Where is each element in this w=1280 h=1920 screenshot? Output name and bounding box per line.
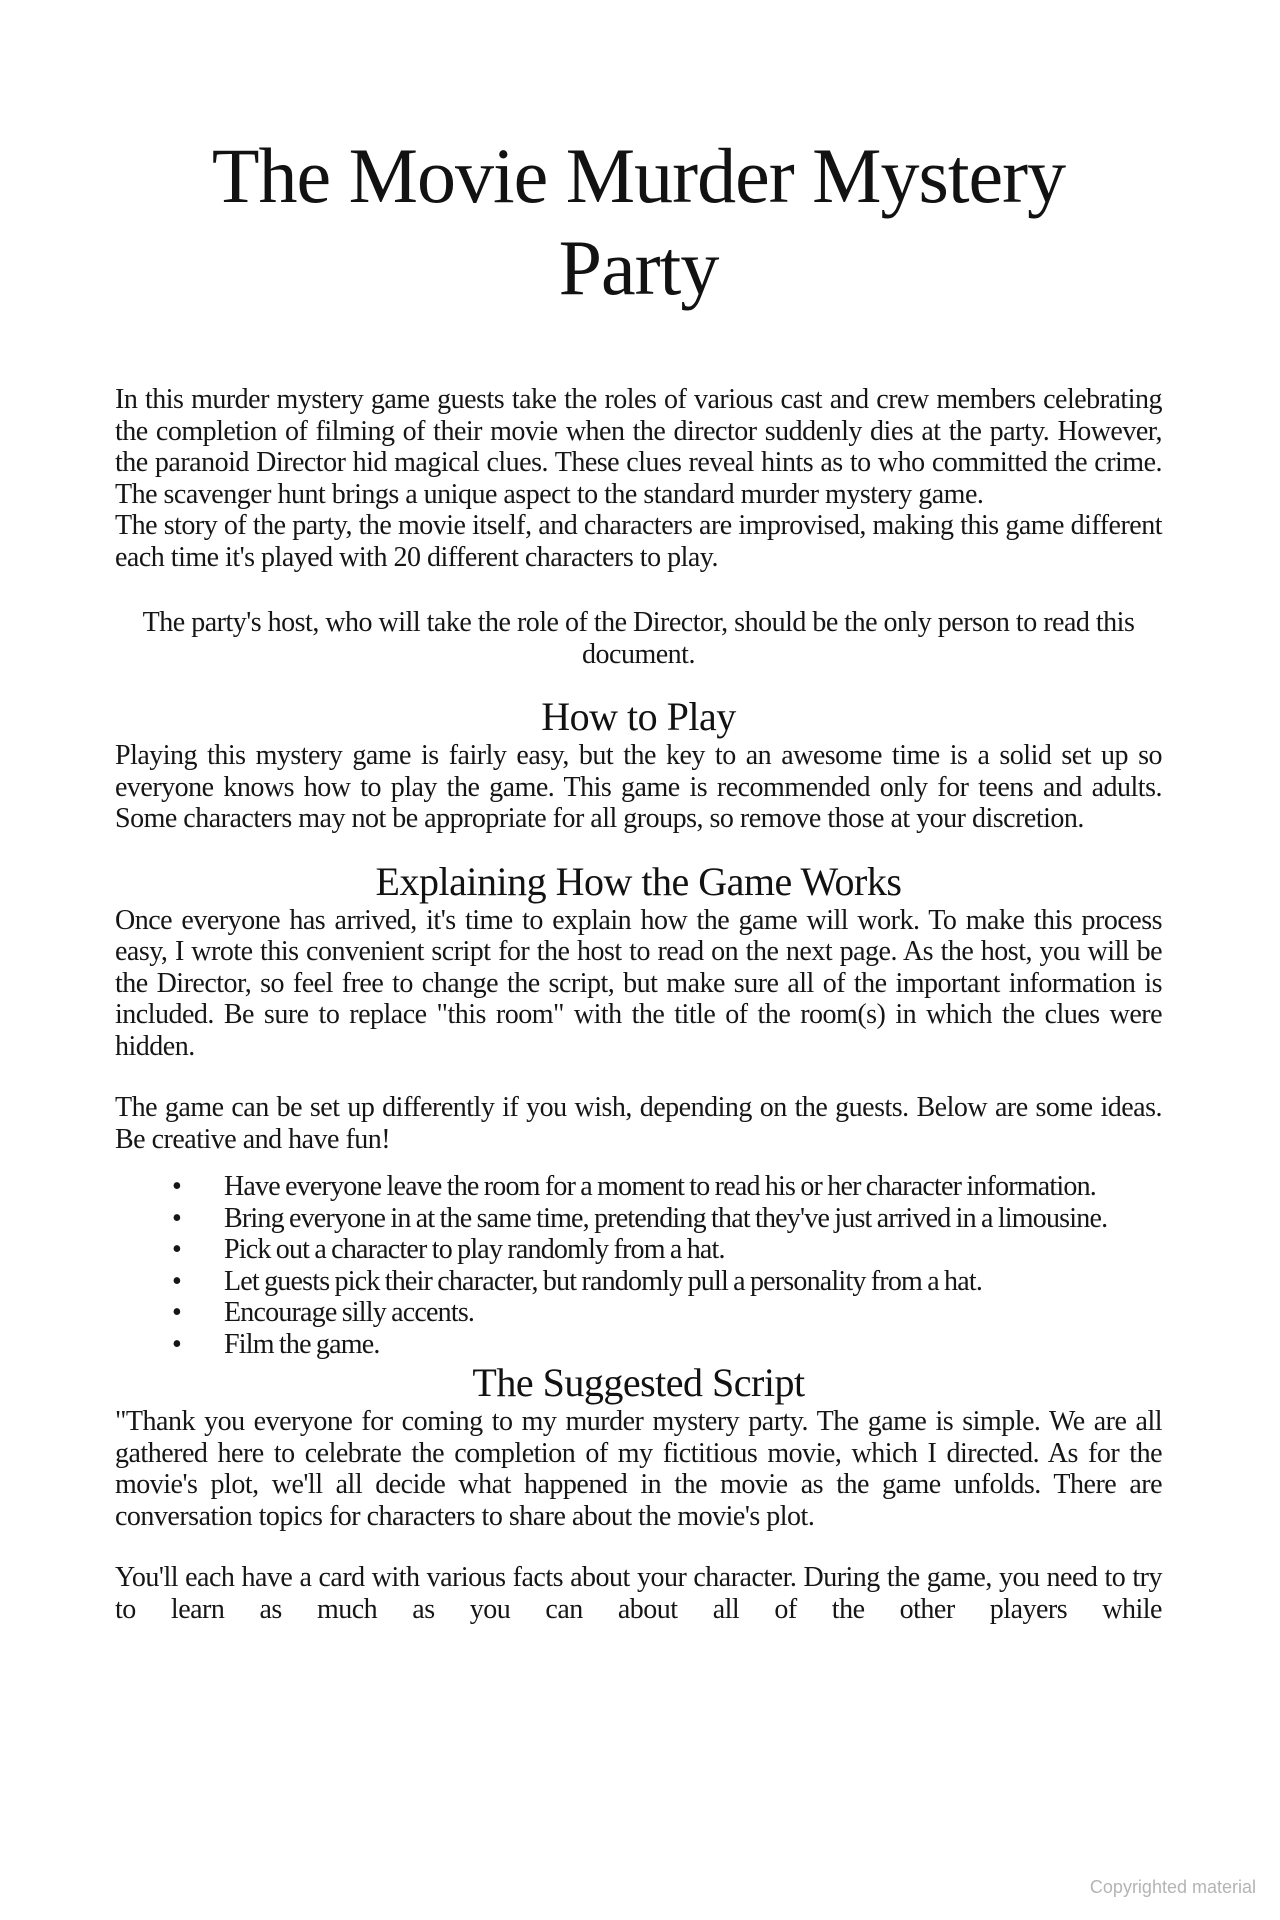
bullet-icon: • <box>172 1202 182 1234</box>
intro-section <box>115 384 1162 573</box>
list-item-text: Film the game. <box>224 1328 380 1360</box>
copyright-notice: Copyrighted material <box>1089 1877 1256 1897</box>
bullet-icon: • <box>172 1297 182 1328</box>
heading-the-suggested-script: The Suggested Script <box>472 1360 805 1405</box>
page-title-line1: The Movie Murder Mystery <box>211 132 1066 219</box>
list-item-text: Encourage silly accents. <box>224 1297 475 1328</box>
script-paragraph-1: "Thank you everyone for coming to my murder mystery party. The game is simple. We are all gathered here to celebrate the completion of my fictitious movie, which I directed. As for the movie's plot, we'll all decide what happened in the movie as the game unfolds. There are conversation topics for characters to share about the movie's plot. <box>115 1406 1162 1532</box>
list-item <box>115 1234 1162 1266</box>
bullet-icon: • <box>172 1234 182 1265</box>
host-note: The party's host, who will take the role of the Director, should be the only person to read this document. <box>142 607 1135 670</box>
list-item <box>115 1171 1162 1203</box>
intro-paragraph-1: In this murder mystery game guests take the roles of various cast and crew members celebrating the completion of filming of their movie when the director suddenly dies at the party. However, the paranoid Director hid magical clues. These clues reveal hints as to who committed the crime. The scavenger hunt brings a unique aspect to the standard murder mystery game. <box>115 384 1162 510</box>
intro-paragraph-2: The story of the party, the movie itself, and characters are improvised, making this game different each time it's played with 20 different characters to play. <box>115 510 1162 573</box>
page-title <box>115 130 1162 314</box>
list-item <box>115 1297 1162 1329</box>
list-item <box>115 1203 1162 1235</box>
how-to-play-paragraph: Playing this mystery game is fairly easy, but the key to an awesome time is a solid set up so everyone knows how to play the game. This game is recommended only for teens and adults. Some characters may not be appropriate for all groups, so remove those at your discretion. <box>115 740 1162 834</box>
list-item <box>115 1266 1162 1298</box>
script-paragraph-2: You'll each have a card with various facts about your character. During the game, you need to try to learn as much as you can about all of the other players while <box>115 1562 1162 1625</box>
bullet-icon: • <box>172 1265 182 1297</box>
page-title-line2: Party <box>558 224 719 311</box>
list-item-text: Pick out a character to play randomly from a hat. <box>224 1234 725 1265</box>
heading-how-to-play: How to Play <box>541 694 736 739</box>
list-item-text: Bring everyone in at the same time, pretending that they've just arrived in a limousine. <box>224 1202 1108 1234</box>
bullet-icon: • <box>172 1328 182 1360</box>
explaining-paragraph-2: The game can be set up differently if you wish, depending on the guests. Below are some ideas. Be creative and have fun! <box>115 1092 1162 1155</box>
list-item <box>115 1329 1162 1361</box>
page-content <box>115 0 1162 1625</box>
heading-explaining-how-the-game-works: Explaining How the Game Works <box>375 858 902 904</box>
bullet-icon: • <box>172 1171 182 1202</box>
setup-ideas-list <box>115 1171 1162 1360</box>
explaining-paragraph-1: Once everyone has arrived, it's time to explain how the game will work. To make this process easy, I wrote this convenient script for the host to read on the next page. As the host, you will be the Director, so feel free to change the script, but make sure all of the important information is included. Be sure to replace "this room" with the title of the room(s) in which the clues were hidden. <box>115 904 1162 1062</box>
list-item-text: Let guests pick their character, but randomly pull a personality from a hat. <box>224 1265 983 1297</box>
list-item-text: Have everyone leave the room for a moment to read his or her character information. <box>224 1171 1096 1202</box>
